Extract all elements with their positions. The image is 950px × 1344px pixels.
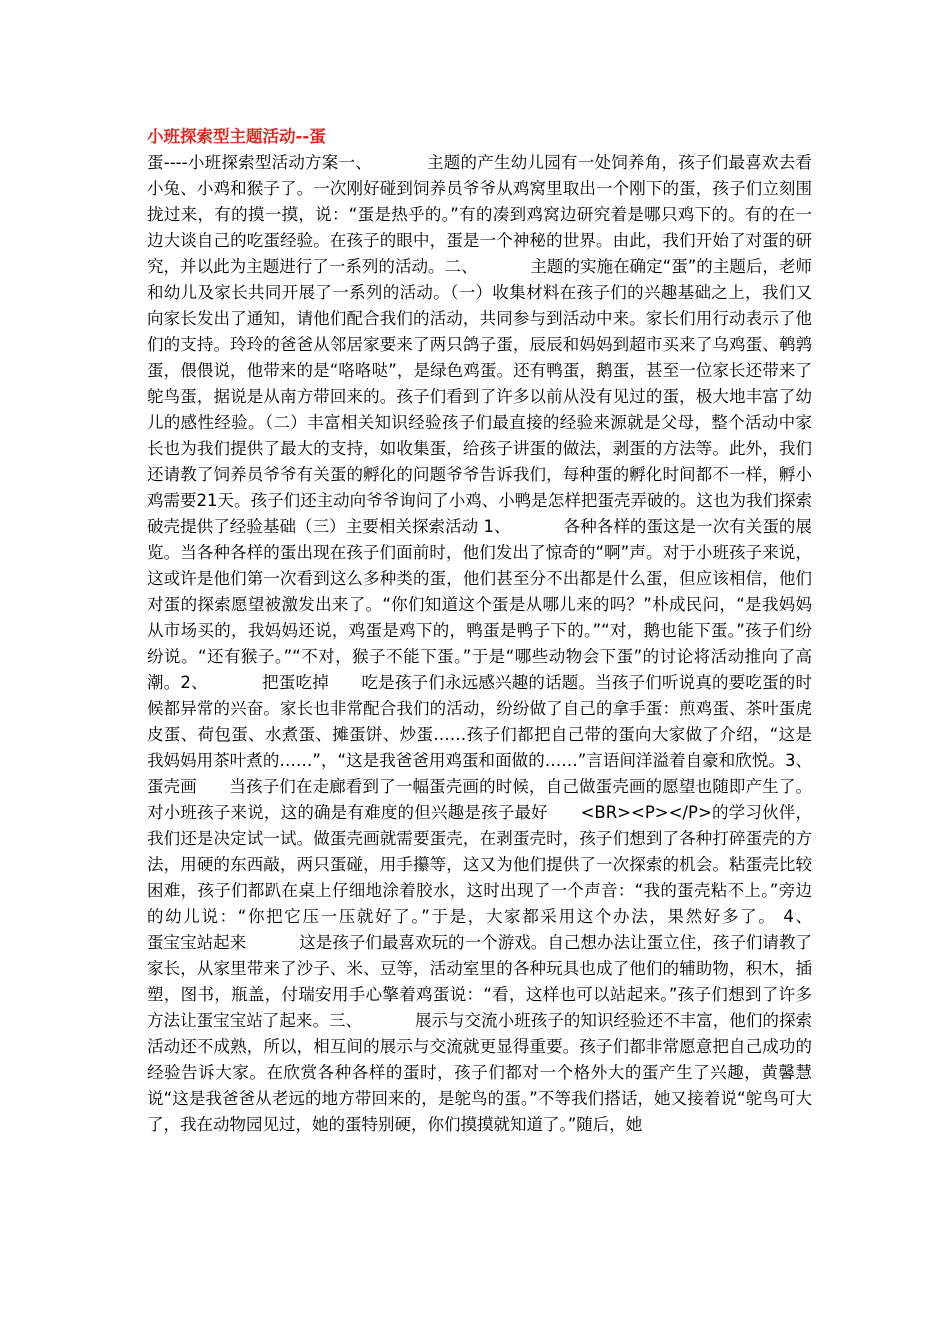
document-body: 蛋----小班探索型活动方案一、 主题的产生幼儿园有一处饲养角，孩子们最喜欢去看小兔、小鸡和猴子了。一次刚好碰到饲养员爷爷从鸡窝里取出一个刚下的蛋，孩子们立刻围拢过来，有的摸一摸，说：“蛋是热乎的。”有的凑到鸡窝边研究着是哪只鸡下的。有的在一边大谈自己的吃蛋经验。在孩子的眼中，蛋是一个神秘的世界。由此，我们开始了对蛋的研究，并以此为主题进行了一系列的活动。二、 主题的实施在确定“蛋”的主题后，老师和幼儿及家长共同开展了一系列的活动。（一）收集材料在孩子们的兴趣基础之上，我们又向家长发出了通知，请他们配合我们的活动，共同参与到活动中来。家长们用行动表示了他们的支持。玲玲的爸爸从邻居家要来了两只鸽子蛋，辰辰和妈妈到超市买来了乌鸡蛋、鹌鹑蛋，偎偎说，他带来的是“咯咯哒”，是绿色鸡蛋。还有鸭蛋，鹅蛋，甚至一位家长还带来了鸵鸟蛋，据说是从南方带回来的。孩子们看到了许多以前从没有见过的蛋，极大地丰富了幼儿的感性经验。（二）丰富相关知识经验孩子们最直接的经验来源就是父母，整个活动中家长也为我们提供了最大的支持，如收集蛋，给孩子讲蛋的做法，剥蛋的方法等。此外，我们还请教了饲养员爷爷有关蛋的孵化的问题爷爷告诉我们，每种蛋的孵化时间都不一样，孵小鸡需要21天。孩子们还主动向爷爷询问了小鸡、小鸭是怎样把蛋壳弄破的。这也为我们探索破壳提供了经验基础（三）主要相关探索活动 1、 各种各样的蛋这是一次有关蛋的展览。当各种各样的蛋出现在孩子们面前时，他们发出了惊奇的“啊”声。对于小班孩子来说，这或许是他们第一次看到这么多种类的蛋，他们甚至分不出都是什么蛋，但应该相信，他们对蛋的探索愿望被激发出来了。“你们知道这个蛋是从哪儿来的吗？”朴成民问，“是我妈妈从市场买的，我妈妈还说，鸡蛋是鸡下的，鸭蛋是鸭子下的。”“对，鹅也能下蛋。”孩子们纷纷说。“还有猴子。”“不对，猴子不能下蛋。”于是“哪些动物会下蛋”的讨论将活动推向了高潮。2、 把蛋吃掉 吃是孩子们永远感兴趣的话题。当孩子们听说真的要吃蛋的时候都异常的兴奋。家长也非常配合我们的活动，纷纷做了自己的拿手蛋：煎鸡蛋、茶叶蛋虎皮蛋、荷包蛋、水煮蛋、摊蛋饼、炒蛋……孩子们都把自己带的蛋向大家做了介绍，“这是我妈妈用茶叶煮的……”，“这是我爸爸用鸡蛋和面做的……”言语间洋溢着自豪和欣悦。3、 蛋壳画 当孩子们在走廊看到了一幅蛋壳画的时候，自己做蛋壳画的愿望也随即产生了。对小班孩子来说，这的确是有难度的但兴趣是孩子最好 <BR><P></P>的学习伙伴，我们还是决定试一试。做蛋壳画就需要蛋壳，在剥蛋壳时，孩子们想到了各种打碎蛋壳的方法，用硬的东西敲，两只蛋碰，用手攥等，这又为他们提供了一次探索的机会。粘蛋壳比较困难，孩子们都趴在桌上仔细地涂着胶水，这时出现了一个声音：“我的蛋壳粘不上。”旁边的幼儿说：“你把它压一压就好了。”于是，大家都采用这个办法，果然好多了。 4、 蛋宝宝站起来 这是孩子们最喜欢玩的一个游戏。自己想办法让蛋立住，孩子们请教了家长，从家里带来了沙子、米、豆等，活动室里的各种玩具也成了他们的辅助物，积木，插塑，图书，瓶盖，付瑞安用手心擎着鸡蛋说：“看，这样也可以站起来。”孩子们想到了许多方法让蛋宝宝站了起来。三、 展示与交流小班孩子的知识经验还不丰富，他们的探索活动还不成熟，所以，相互间的展示与交流就更显得重要。孩子们都非常愿意把自己成功的经验告诉大家。在欣赏各种各样的蛋时，孩子们都对一个格外大的蛋产生了兴趣，黄馨慧说“这是我爸爸从老远的地方带回来的，是鸵鸟的蛋。”不等我们搭话，她又接着说“鸵鸟可大了，我在动物园见过，她的蛋特别硬，你们摸摸就知道了。”随后，她	[147, 153, 865, 1134]
document-title: 小班探索型主题活动--蛋	[147, 127, 326, 146]
